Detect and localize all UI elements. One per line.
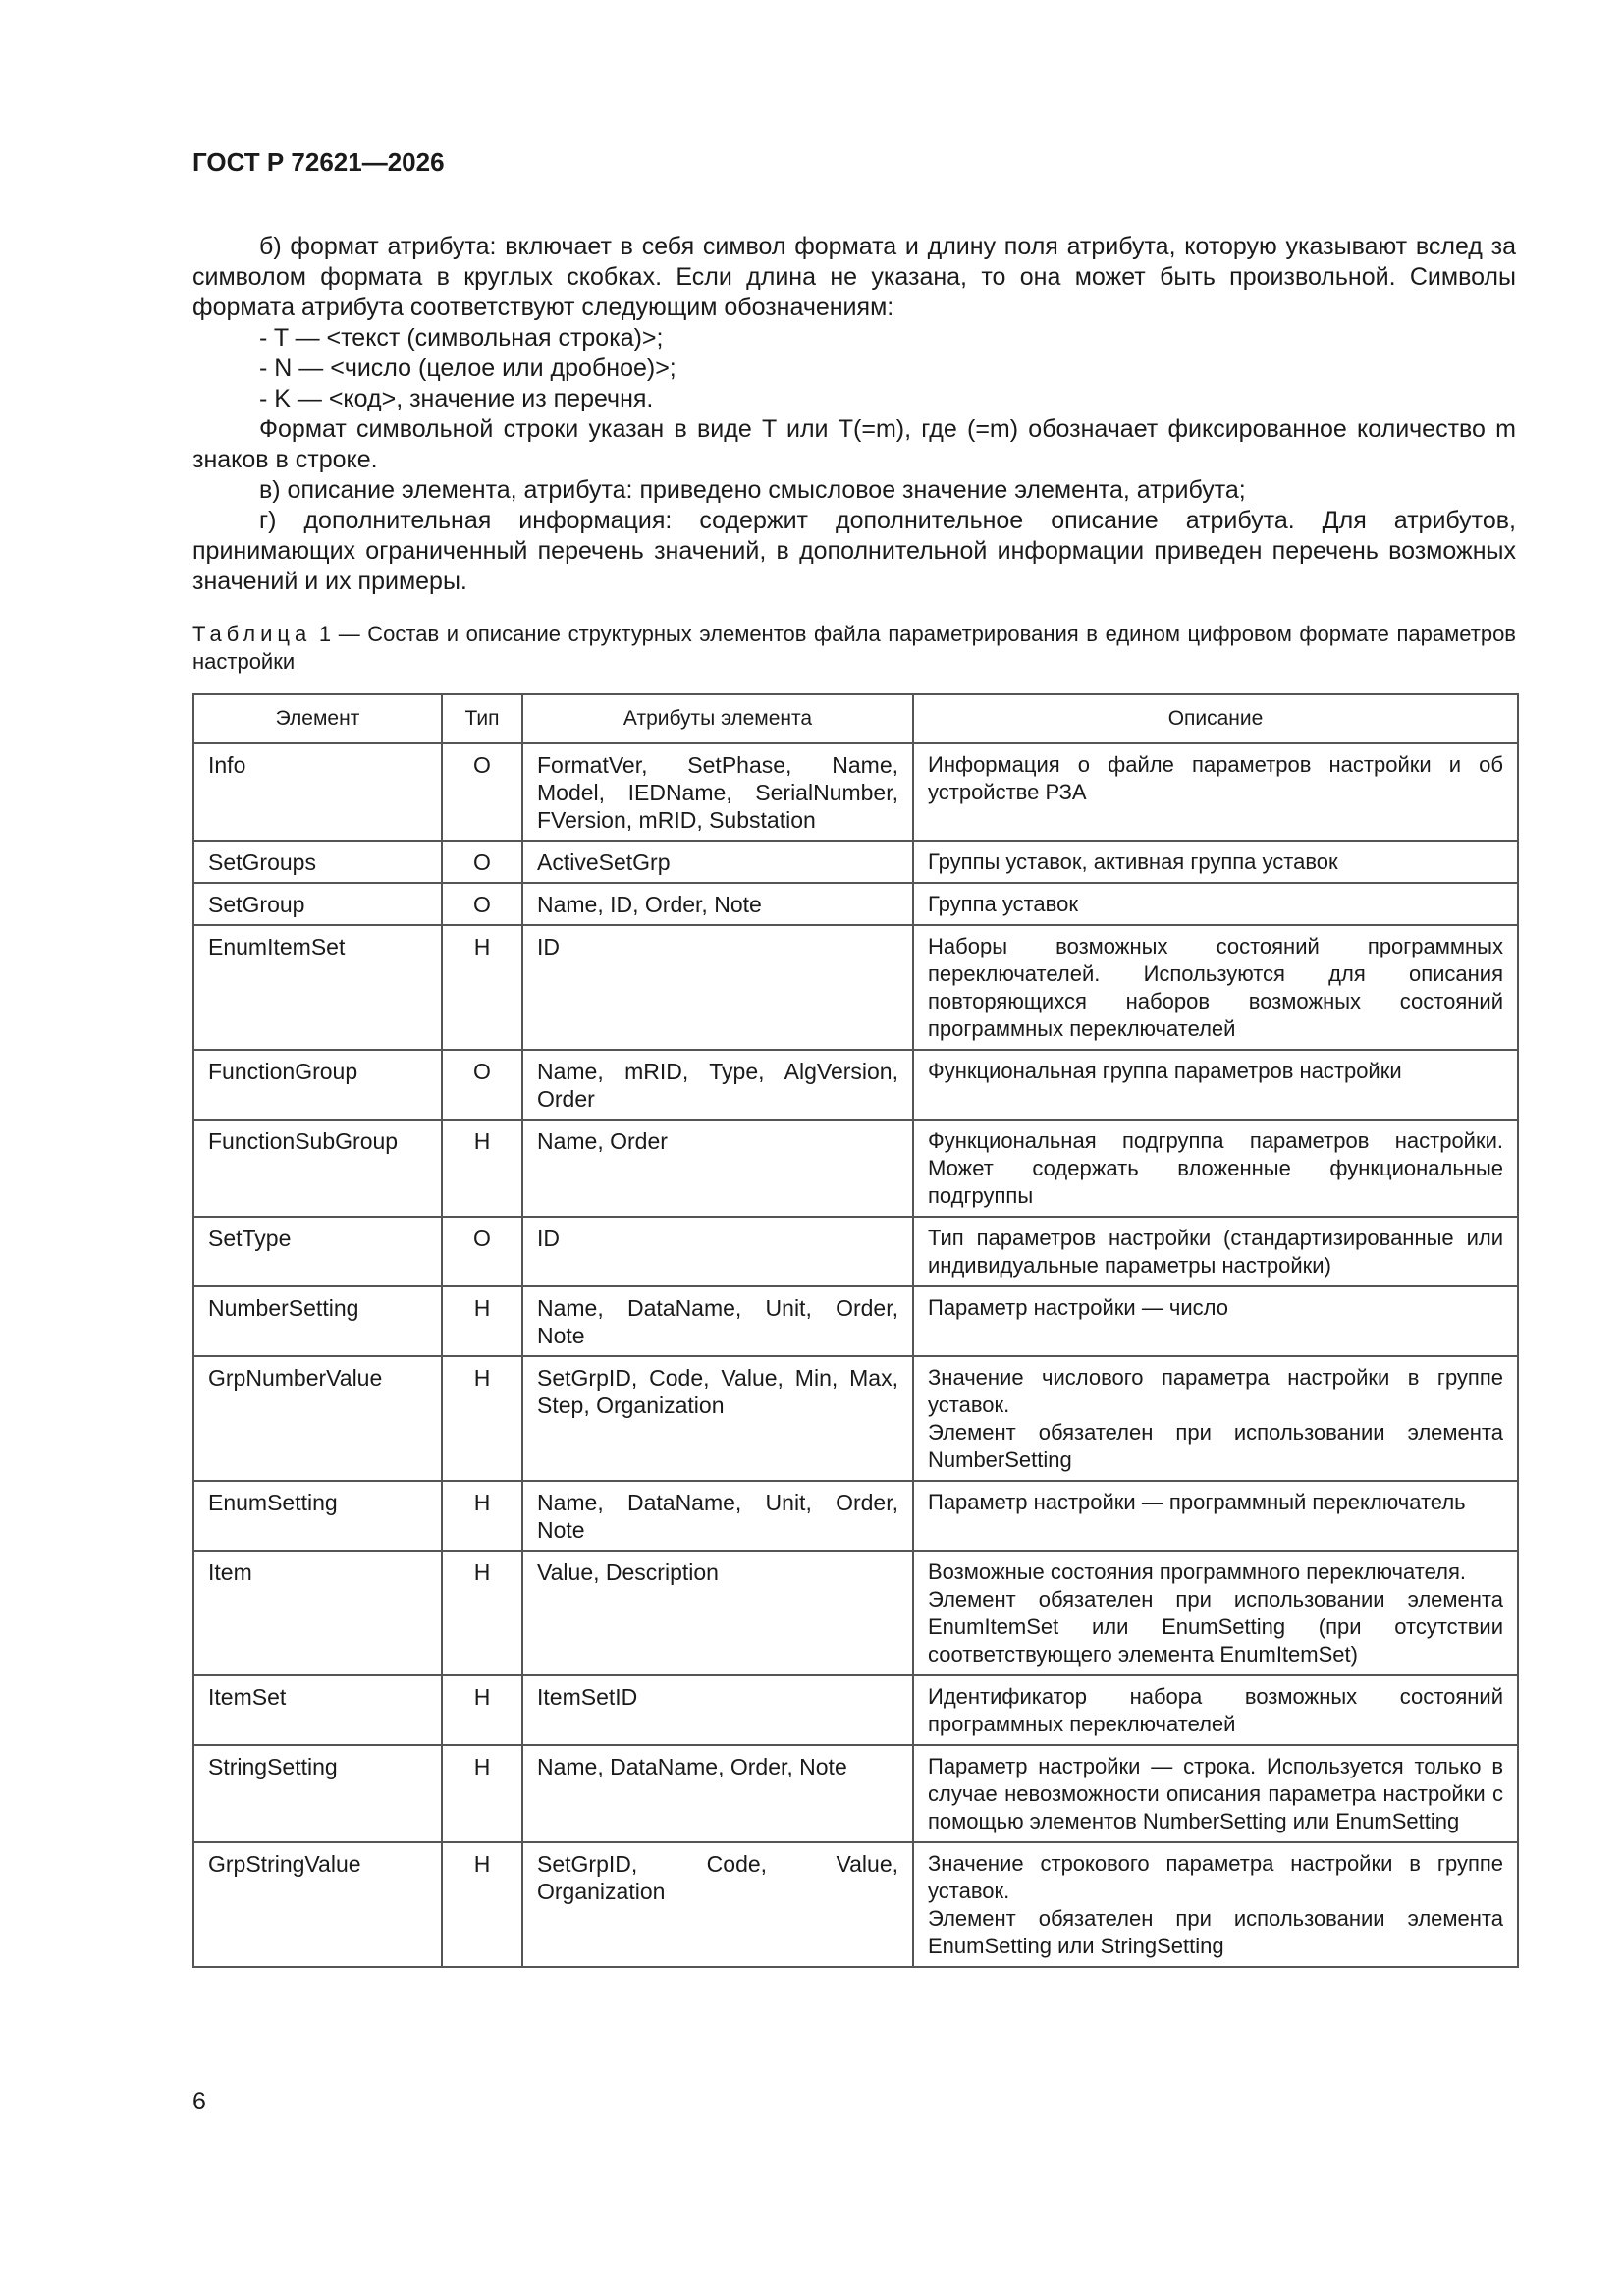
table-row xyxy=(193,1120,1518,1217)
cell-type: H xyxy=(442,1120,522,1217)
table-row xyxy=(193,1551,1518,1675)
document-header: ГОСТ Р 72621—2026 xyxy=(192,147,445,177)
cell-element: StringSetting xyxy=(193,1745,442,1842)
cell-attributes: Value, Description xyxy=(522,1551,913,1675)
paragraph-attribute-format: б) формат атрибута: включает в себя символ формата и длину поля атрибута, которую указывают вслед за символом формата в круглых скобках. Если длина не указана, то она может быть произвольной. Символы формата атрибута соответствуют следующим обозначениям: xyxy=(192,233,1516,321)
cell-description: Функциональная подгруппа параметров настройки. Может содержать вложенные функциональные подгруппы xyxy=(913,1120,1518,1217)
cell-attributes: ActiveSetGrp xyxy=(522,841,913,883)
cell-element: GrpStringValue xyxy=(193,1842,442,1967)
cell-description: Информация о файле параметров настройки и об устройстве РЗА xyxy=(913,743,1518,841)
cell-description: Функциональная группа параметров настройки xyxy=(913,1050,1518,1120)
paragraph-string-format: Формат символьной строки указан в виде T или T(=m), где (=m) обозначает фиксированное количество m знаков в строке. xyxy=(192,415,1516,473)
cell-description: Группа уставок xyxy=(913,883,1518,925)
cell-type: H xyxy=(442,1356,522,1481)
cell-description: Возможные состояния программного переключателя. Элемент обязателен при использовании элемента EnumItemSet или EnumSetting (при отсутствии соответствующего элемента EnumItemSet) xyxy=(913,1551,1518,1675)
cell-element: SetType xyxy=(193,1217,442,1286)
cell-description: Значение числового параметра настройки в группе уставок. Элемент обязателен при использовании элемента NumberSetting xyxy=(913,1356,1518,1481)
cell-type: O xyxy=(442,1050,522,1120)
cell-description: Параметр настройки — программный переключатель xyxy=(913,1481,1518,1551)
cell-description: Наборы возможных состояний программных переключателей. Используются для описания повторяющихся наборов возможных состояний программных переключателей xyxy=(913,925,1518,1050)
elements-table xyxy=(192,693,1519,1968)
cell-type: O xyxy=(442,883,522,925)
cell-element: ItemSet xyxy=(193,1675,442,1745)
body-text xyxy=(192,232,1516,597)
cell-type: O xyxy=(442,841,522,883)
table-caption xyxy=(192,621,1516,676)
cell-type: H xyxy=(442,1286,522,1356)
cell-description: Идентификатор набора возможных состояний программных переключателей xyxy=(913,1675,1518,1745)
table-row xyxy=(193,1356,1518,1481)
column-header-element: Элемент xyxy=(193,694,442,743)
cell-description: Тип параметров настройки (стандартизированные или индивидуальные параметры настройки) xyxy=(913,1217,1518,1286)
table-header-row xyxy=(193,694,1518,743)
paragraph-element-description: в) описание элемента, атрибута: приведено смысловое значение элемента, атрибута; xyxy=(259,476,1246,504)
cell-type: H xyxy=(442,1842,522,1967)
cell-attributes: ID xyxy=(522,925,913,1050)
page-number: 6 xyxy=(192,2088,206,2115)
cell-description: Параметр настройки — строка. Используется только в случае невозможности описания параметра настройки с помощью элементов NumberSetting или EnumSetting xyxy=(913,1745,1518,1842)
cell-attributes: Name, DataName, Order, Note xyxy=(522,1745,913,1842)
cell-attributes: ID xyxy=(522,1217,913,1286)
column-header-type: Тип xyxy=(442,694,522,743)
document-page xyxy=(192,147,1516,1968)
cell-attributes: Name, DataName, Unit, Order, Note xyxy=(522,1481,913,1551)
cell-attributes: Name, ID, Order, Note xyxy=(522,883,913,925)
cell-description: Группы уставок, активная группа уставок xyxy=(913,841,1518,883)
table-caption-label: Таблица xyxy=(192,622,312,646)
table-row xyxy=(193,883,1518,925)
cell-attributes: FormatVer, SetPhase, Name, Model, IEDName, SerialNumber, FVersion, mRID, Substation xyxy=(522,743,913,841)
cell-element: EnumItemSet xyxy=(193,925,442,1050)
cell-type: H xyxy=(442,925,522,1050)
cell-element: NumberSetting xyxy=(193,1286,442,1356)
cell-attributes: Name, DataName, Unit, Order, Note xyxy=(522,1286,913,1356)
cell-element: Info xyxy=(193,743,442,841)
table-row xyxy=(193,1842,1518,1967)
table-row xyxy=(193,1481,1518,1551)
column-header-attributes: Атрибуты элемента xyxy=(522,694,913,743)
cell-element: SetGroups xyxy=(193,841,442,883)
cell-description: Параметр настройки — число xyxy=(913,1286,1518,1356)
list-item-number-format: - N — <число (целое или дробное)>; xyxy=(259,355,676,382)
cell-attributes: SetGrpID, Code, Value, Organization xyxy=(522,1842,913,1967)
cell-type: O xyxy=(442,743,522,841)
cell-type: O xyxy=(442,1217,522,1286)
table-row xyxy=(193,1050,1518,1120)
table-caption-text: 1 — Состав и описание структурных элементов файла параметрирования в едином цифровом формате параметров настройки xyxy=(192,622,1516,674)
cell-type: H xyxy=(442,1675,522,1745)
table-row xyxy=(193,841,1518,883)
table-row xyxy=(193,1217,1518,1286)
cell-element: EnumSetting xyxy=(193,1481,442,1551)
cell-attributes: ItemSetID xyxy=(522,1675,913,1745)
cell-element: SetGroup xyxy=(193,883,442,925)
cell-element: Item xyxy=(193,1551,442,1675)
cell-attributes: Name, Order xyxy=(522,1120,913,1217)
cell-element: FunctionSubGroup xyxy=(193,1120,442,1217)
cell-element: GrpNumberValue xyxy=(193,1356,442,1481)
cell-attributes: Name, mRID, Type, AlgVersion, Order xyxy=(522,1050,913,1120)
list-item-text-format: - T — <текст (символьная строка)>; xyxy=(259,324,664,352)
cell-element: FunctionGroup xyxy=(193,1050,442,1120)
cell-attributes: SetGrpID, Code, Value, Min, Max, Step, Organization xyxy=(522,1356,913,1481)
list-item-code-format: - K — <код>, значение из перечня. xyxy=(259,385,654,412)
table-row xyxy=(193,743,1518,841)
paragraph-additional-info: г) дополнительная информация: содержит дополнительное описание атрибута. Для атрибутов, принимающих ограниченный перечень значений, в дополнительной информации приведен перечень возможных значений и их примеры. xyxy=(192,507,1516,595)
cell-description: Значение строкового параметра настройки в группе уставок. Элемент обязателен при использовании элемента EnumSetting или StringSetting xyxy=(913,1842,1518,1967)
table-row xyxy=(193,1286,1518,1356)
table-row xyxy=(193,925,1518,1050)
cell-type: H xyxy=(442,1745,522,1842)
cell-type: H xyxy=(442,1551,522,1675)
cell-type: H xyxy=(442,1481,522,1551)
table-row xyxy=(193,1745,1518,1842)
column-header-description: Описание xyxy=(913,694,1518,743)
table-row xyxy=(193,1675,1518,1745)
table-body xyxy=(193,743,1518,1967)
